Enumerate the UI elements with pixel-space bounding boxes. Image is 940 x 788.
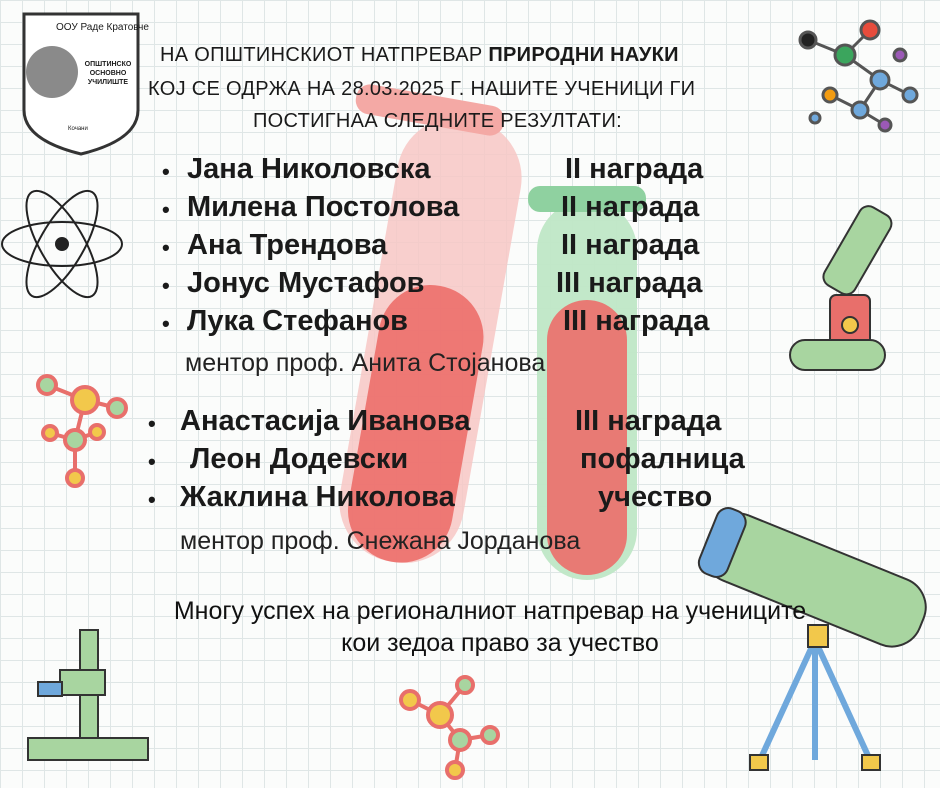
molecule-left-icon bbox=[38, 376, 126, 486]
student-award: II награда bbox=[565, 153, 704, 185]
atom-icon bbox=[2, 181, 122, 307]
bullet: • bbox=[162, 159, 170, 184]
student-name: Милена Постолова bbox=[187, 191, 460, 223]
student-name: Јонус Мустафов bbox=[187, 267, 425, 299]
bullet: • bbox=[162, 235, 170, 260]
student-name: Лука Стефанов bbox=[187, 305, 409, 337]
student-award: учество bbox=[598, 481, 713, 513]
student-name: Анастасија Иванова bbox=[180, 405, 471, 437]
header-subject: ПРИРОДНИ НАУКИ bbox=[488, 44, 679, 66]
school-logo bbox=[20, 10, 149, 156]
student-award: III награда bbox=[575, 405, 722, 437]
header-prefix: НА ОПШТИНСКИОТ НАТПРЕВАР bbox=[160, 44, 483, 66]
header-line-3: ПОСТИГНАА СЛЕДНИТЕ РЕЗУЛТАТИ: bbox=[253, 110, 622, 132]
header-line-1 bbox=[160, 44, 679, 67]
microscope-icon bbox=[790, 203, 895, 370]
bullet: • bbox=[148, 411, 156, 436]
bullet: • bbox=[148, 487, 156, 512]
bullet: • bbox=[148, 449, 156, 474]
bullet: • bbox=[162, 273, 170, 298]
school-emblem-text: ОПШТИНСКО ОСНОВНО УЧИЛИШТЕ bbox=[84, 61, 132, 86]
student-name: Јана Николовска bbox=[187, 153, 431, 185]
student-name: Ана Трендова bbox=[187, 229, 388, 261]
student-award: пофалница bbox=[580, 443, 745, 475]
student-award: II награда bbox=[561, 229, 700, 261]
bullet: • bbox=[162, 311, 170, 336]
closing-line-1: Многу успех на регионалниот натпревар на учениците bbox=[173, 597, 807, 625]
closing-line-2: кои зедоа право за учество bbox=[341, 629, 659, 657]
student-name: Леон Додевски bbox=[190, 443, 409, 475]
mentor-1: ментор проф. Анита Стојанова bbox=[185, 349, 546, 377]
molecule-bottom-icon bbox=[401, 677, 498, 778]
student-award: III награда bbox=[556, 267, 703, 299]
school-city: Кочани bbox=[68, 126, 88, 132]
molecule-icon bbox=[800, 21, 917, 131]
school-name: ООУ Раде Кратовче bbox=[56, 22, 149, 33]
bullet: • bbox=[162, 197, 170, 222]
student-award: III награда bbox=[563, 305, 710, 337]
student-award: II награда bbox=[561, 191, 700, 223]
student-name: Жаклина Николова bbox=[180, 481, 455, 513]
header-line-2: КОЈ СЕ ОДРЖА НА 28.03.2025 Г. НАШИТЕ УЧЕНИЦИ ГИ bbox=[148, 78, 696, 100]
mentor-2: ментор проф. Снежана Јорданова bbox=[180, 527, 581, 555]
